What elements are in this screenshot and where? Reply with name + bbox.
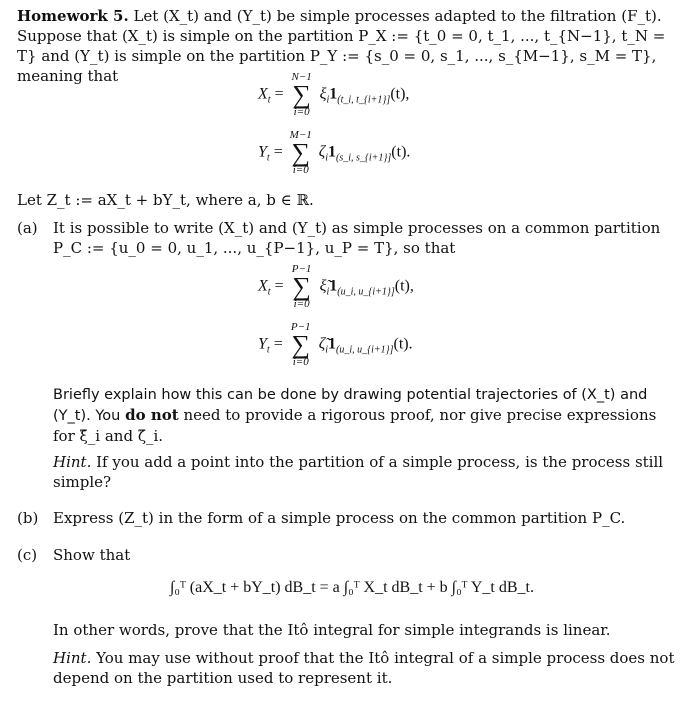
let-z-definition: Let Z_t := aX_t + bY_t, where a, b ∈ ℝ. [17,191,314,209]
equation-x-partition: $X_t$ = N−1 ∑ i=0 $\xi_i1_{(t\_i, t\_\{i+1\}]}(t)$, [258,71,410,118]
linearity-equation-text: ∫₀ᵀ (aX_t + bY_t) dB_t = a ∫₀ᵀ X_t dB_t + b ∫₀ᵀ Y_t dB_t. [170,579,534,596]
part-a-text: It is possible to write (X_t) and (Y_t) as simple processes on a common partition P_C := {u_0 = 0, u_1, ..., u_{P−1}, u_P = T}, so that [53,219,661,257]
equation-y-common: $Y_t$ = P−1 ∑ i=0 $\zetã_i1_{(u\_i, u\_\{i+1\}]}(t)$. [258,321,413,368]
part-c-text: Show that [53,546,131,564]
equation-x-common: $X_t$ = P−1 ∑ i=0 $\xĩ_i1_{(u\_i, u\_\{i+1\}]}(t)$, [258,263,414,310]
sum-symbol: P−1 ∑ i=0 [291,263,312,310]
homework-page: Homework 5. Let (X_t) and (Y_t) be simple processes adapted to the filtration (F_t). Suppose that (X_t) is simple on the partition P_X := {t_0 = 0, t_1, ..., t_{N−1}, t_N = T} and (Y_t) is simple on the partition P_Y := {s_0 = 0, s_1, ..., s_{M−1}, s_M = T}, meaning that $X_t$ = N−1 ∑ i=0 $\xi_i1_{(t\_i, t\_\{i+1\}]}(t)$, $Y_t$ = M−1 ∑ i=0 $\zeta_i1_{(s\_i, s\_\{i+1\}]}(t)$. Let Z_t := aX_t + bY_t, where a, b ∈ ℝ. (a) It is possible to write (X_t) and (Y_t) as simple processes on a common partition P_C := {u_0 = 0, u_1, ..., u_{P−1}, u_P = T}, so that $X_t$ = P−1 ∑ i=0 $\xĩ_i1_{(u\_i, u\_\{i+1\}]}(t)$, $Y_t$ = P−1 ∑ i=0 $\zetã_i1_{(u\_i, u\_\{i+1\}]}(t)$. Briefly explain how this can be done by drawing potential trajectories of (X_t) and (Y_t). You do not need to provide a rigorous proof, nor give precise expressions for ξ̃_i and ζ̃_i. Hint. If you add a point into the partition of a simple process, is the process still simple? (b) Express (Z_t) in the form of a simple process on the common partition P_C. (c) Show that ∫₀ᵀ (aX_t + bY_t) dB_t = a ∫₀ᵀ X_t dB_t + b ∫₀ᵀ Y_t dB_t. In other words, prove that the Itô integral for simple integrands is linear. Hint. You may use without proof that the Itô integral of a simple process does not depend on the partition used to represent it. [0,0,694,727]
part-c-label: (c) [17,546,38,564]
hint-label: Hint. [53,453,92,471]
linearity-equation [170,578,534,598]
hint-text: If you add a point into the partition of a simple process, is the process still simple? [53,453,664,491]
equation-y-partition: $Y_t$ = M−1 ∑ i=0 $\zeta_i1_{(s\_i, s\_\{i+1\}]}(t)$. [258,129,411,176]
part-a-explain-pre: Briefly explain how this can be done by drawing potential trajectories of (X_t) and (Y_t). You [53,387,648,424]
sum-symbol: N−1 ∑ i=0 [291,71,312,118]
intro-text: Let (X_t) and (Y_t) be simple processes adapted to the filtration (F_t). Suppose that (X_t) is simple on the partition P_X := {t_0 = 0, t_1, ..., t_{N−1}, t_N = T} and (Y_t) is simple on the partition P_Y := {s_0 = 0, s_1, ..., s_{M−1}, s_M = T}, meaning that [17,7,666,85]
part-a-explain-bold: do not [125,406,179,424]
hint-label: Hint. [53,649,92,667]
homework-heading: Homework 5. [17,7,129,25]
part-b-text: Express (Z_t) in the form of a simple process on the common partition P_C. [53,509,626,527]
sum-symbol: P−1 ∑ i=0 [290,321,311,368]
part-b-label: (b) [17,509,39,527]
sum-symbol: M−1 ∑ i=0 [289,129,312,176]
part-a-label: (a) [17,219,38,237]
hint-text: You may use without proof that the Itô integral of a simple process does not depend on the partition used to represent it. [53,649,675,687]
part-a-explain-post: need to provide a rigorous proof, nor give precise expressions for ξ̃_i and ζ̃_i. [53,406,657,445]
